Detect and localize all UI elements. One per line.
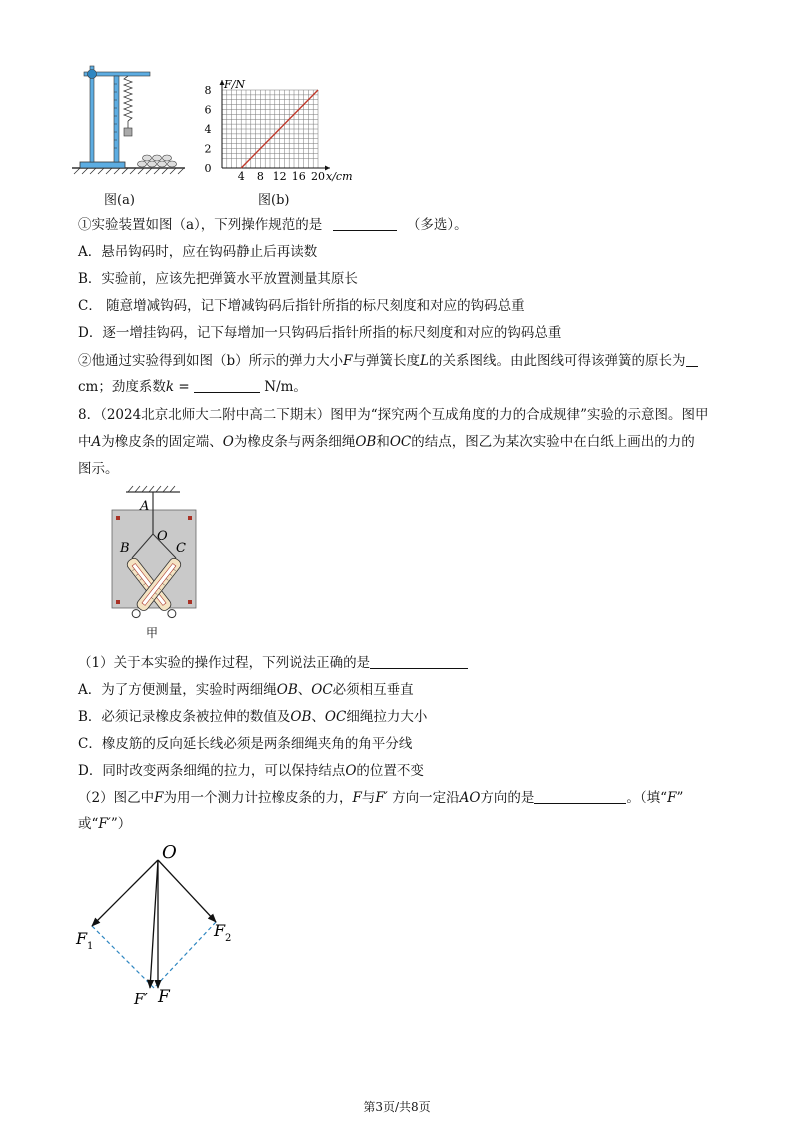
q8-option-c: C．橡皮筋的反向延长线必须是两条细绳夹角的角平分线	[78, 736, 413, 752]
q8-part2-line2: 或“F′”）	[78, 816, 132, 832]
q8-intro-line1: 8．（2024北京北师大二附中高二下期末）图甲为“探究两个互成角度的力的合成规律”实验的示意图。图甲	[78, 407, 709, 423]
q7-length-blank[interactable]	[686, 353, 698, 367]
figure-a-apparatus	[70, 58, 190, 188]
q7-option-a: A．悬吊钩码时，应在钩码静止后再读数	[78, 244, 318, 260]
figure-b-chart	[196, 80, 366, 190]
q7-sub2-line2: cm；劲度系数k = N/m。	[78, 379, 307, 395]
page-footer: 第3页/共8页	[363, 1100, 431, 1114]
x-tick-label: 16	[291, 170, 306, 183]
figure-jia-caption: 甲	[146, 626, 159, 640]
x-tick-label: 12	[272, 170, 287, 183]
y-axis-label: F/N	[224, 80, 245, 91]
q8-option-d: D．同时改变两条细绳的拉力，可以保持结点O的位置不变	[78, 763, 424, 779]
figure-yi-force-diagram	[70, 838, 250, 1013]
q7-option-b: B．实验前，应该先把弹簧水平放置测量其原长	[78, 271, 358, 287]
q8-intro-line2: 中A为橡皮条的固定端、O为橡皮条与两条细绳OB和OC的结点，图乙为某次实验中在白纸上画出的力的	[78, 434, 695, 450]
vec-label-O: O	[162, 842, 177, 863]
q8-option-a: A．为了方便测量，实验时两细绳OB、OC必须相互垂直	[78, 682, 414, 698]
figure-b-caption: 图(b)	[258, 193, 290, 208]
q8-part2: （2）图乙中F为用一个测力计拉橡皮条的力，F与F′ 方向一定沿AO方向的是 。（填“F”	[78, 790, 684, 806]
vec-label-F: F	[158, 987, 170, 1007]
y-tick-label: 0	[204, 162, 212, 175]
x-tick-label: 4	[237, 170, 245, 183]
q8-part2-blank[interactable]	[534, 790, 626, 804]
vec-label-F-prime: F′	[134, 990, 148, 1008]
figure-a-caption: 图(a)	[104, 193, 135, 208]
y-tick-label: 2	[204, 142, 212, 156]
q7-sub1-blank[interactable]	[333, 217, 397, 231]
x-tick-label: 20	[311, 170, 325, 183]
q7-k-blank[interactable]	[194, 379, 260, 393]
vec-label-F1: F	[76, 929, 88, 948]
y-tick-label: 6	[204, 103, 212, 117]
x-tick-label: 8	[256, 170, 264, 183]
fig-label-A: A	[140, 499, 150, 514]
y-tick-label: 8	[204, 84, 212, 97]
q7-option-c: C． 随意增减钩码，记下增减钩码后指针所指的标尺刻度和对应的钩码总重	[78, 298, 525, 314]
q8-intro-line3: 图示。	[78, 461, 119, 477]
q7-option-d: D．逐一增挂钩码，记下每增加一只钩码后指针所指的标尺刻度和对应的钩码总重	[78, 325, 562, 341]
x-axis-label: x/cm	[326, 170, 353, 183]
y-tick-label: 4	[204, 123, 212, 136]
fig-label-O: O	[157, 529, 168, 544]
q8-part1: （1）关于本实验的操作过程，下列说法正确的是	[78, 654, 468, 672]
fig-label-B: B	[120, 541, 130, 556]
vec-label-F2: F	[214, 921, 226, 940]
q7-sub2: ②他通过实验得到如图（b）所示的弹力大小F与弹簧长度L的关系图线。由此图线可得该弹簧的原长为	[78, 352, 698, 370]
q8-part1-blank[interactable]	[370, 655, 468, 669]
fig-label-C: C	[176, 541, 186, 556]
vec-label-F1-sub: 1	[87, 941, 94, 952]
figure-jia-apparatus	[70, 484, 250, 624]
vec-label-F2-sub: 2	[225, 933, 232, 944]
q8-option-b: B．必须记录橡皮条被拉伸的数值及OB、OC细绳拉力大小	[78, 709, 428, 725]
q7-sub1: ①实验装置如图（a），下列操作规范的是 （多选）。	[78, 217, 468, 233]
